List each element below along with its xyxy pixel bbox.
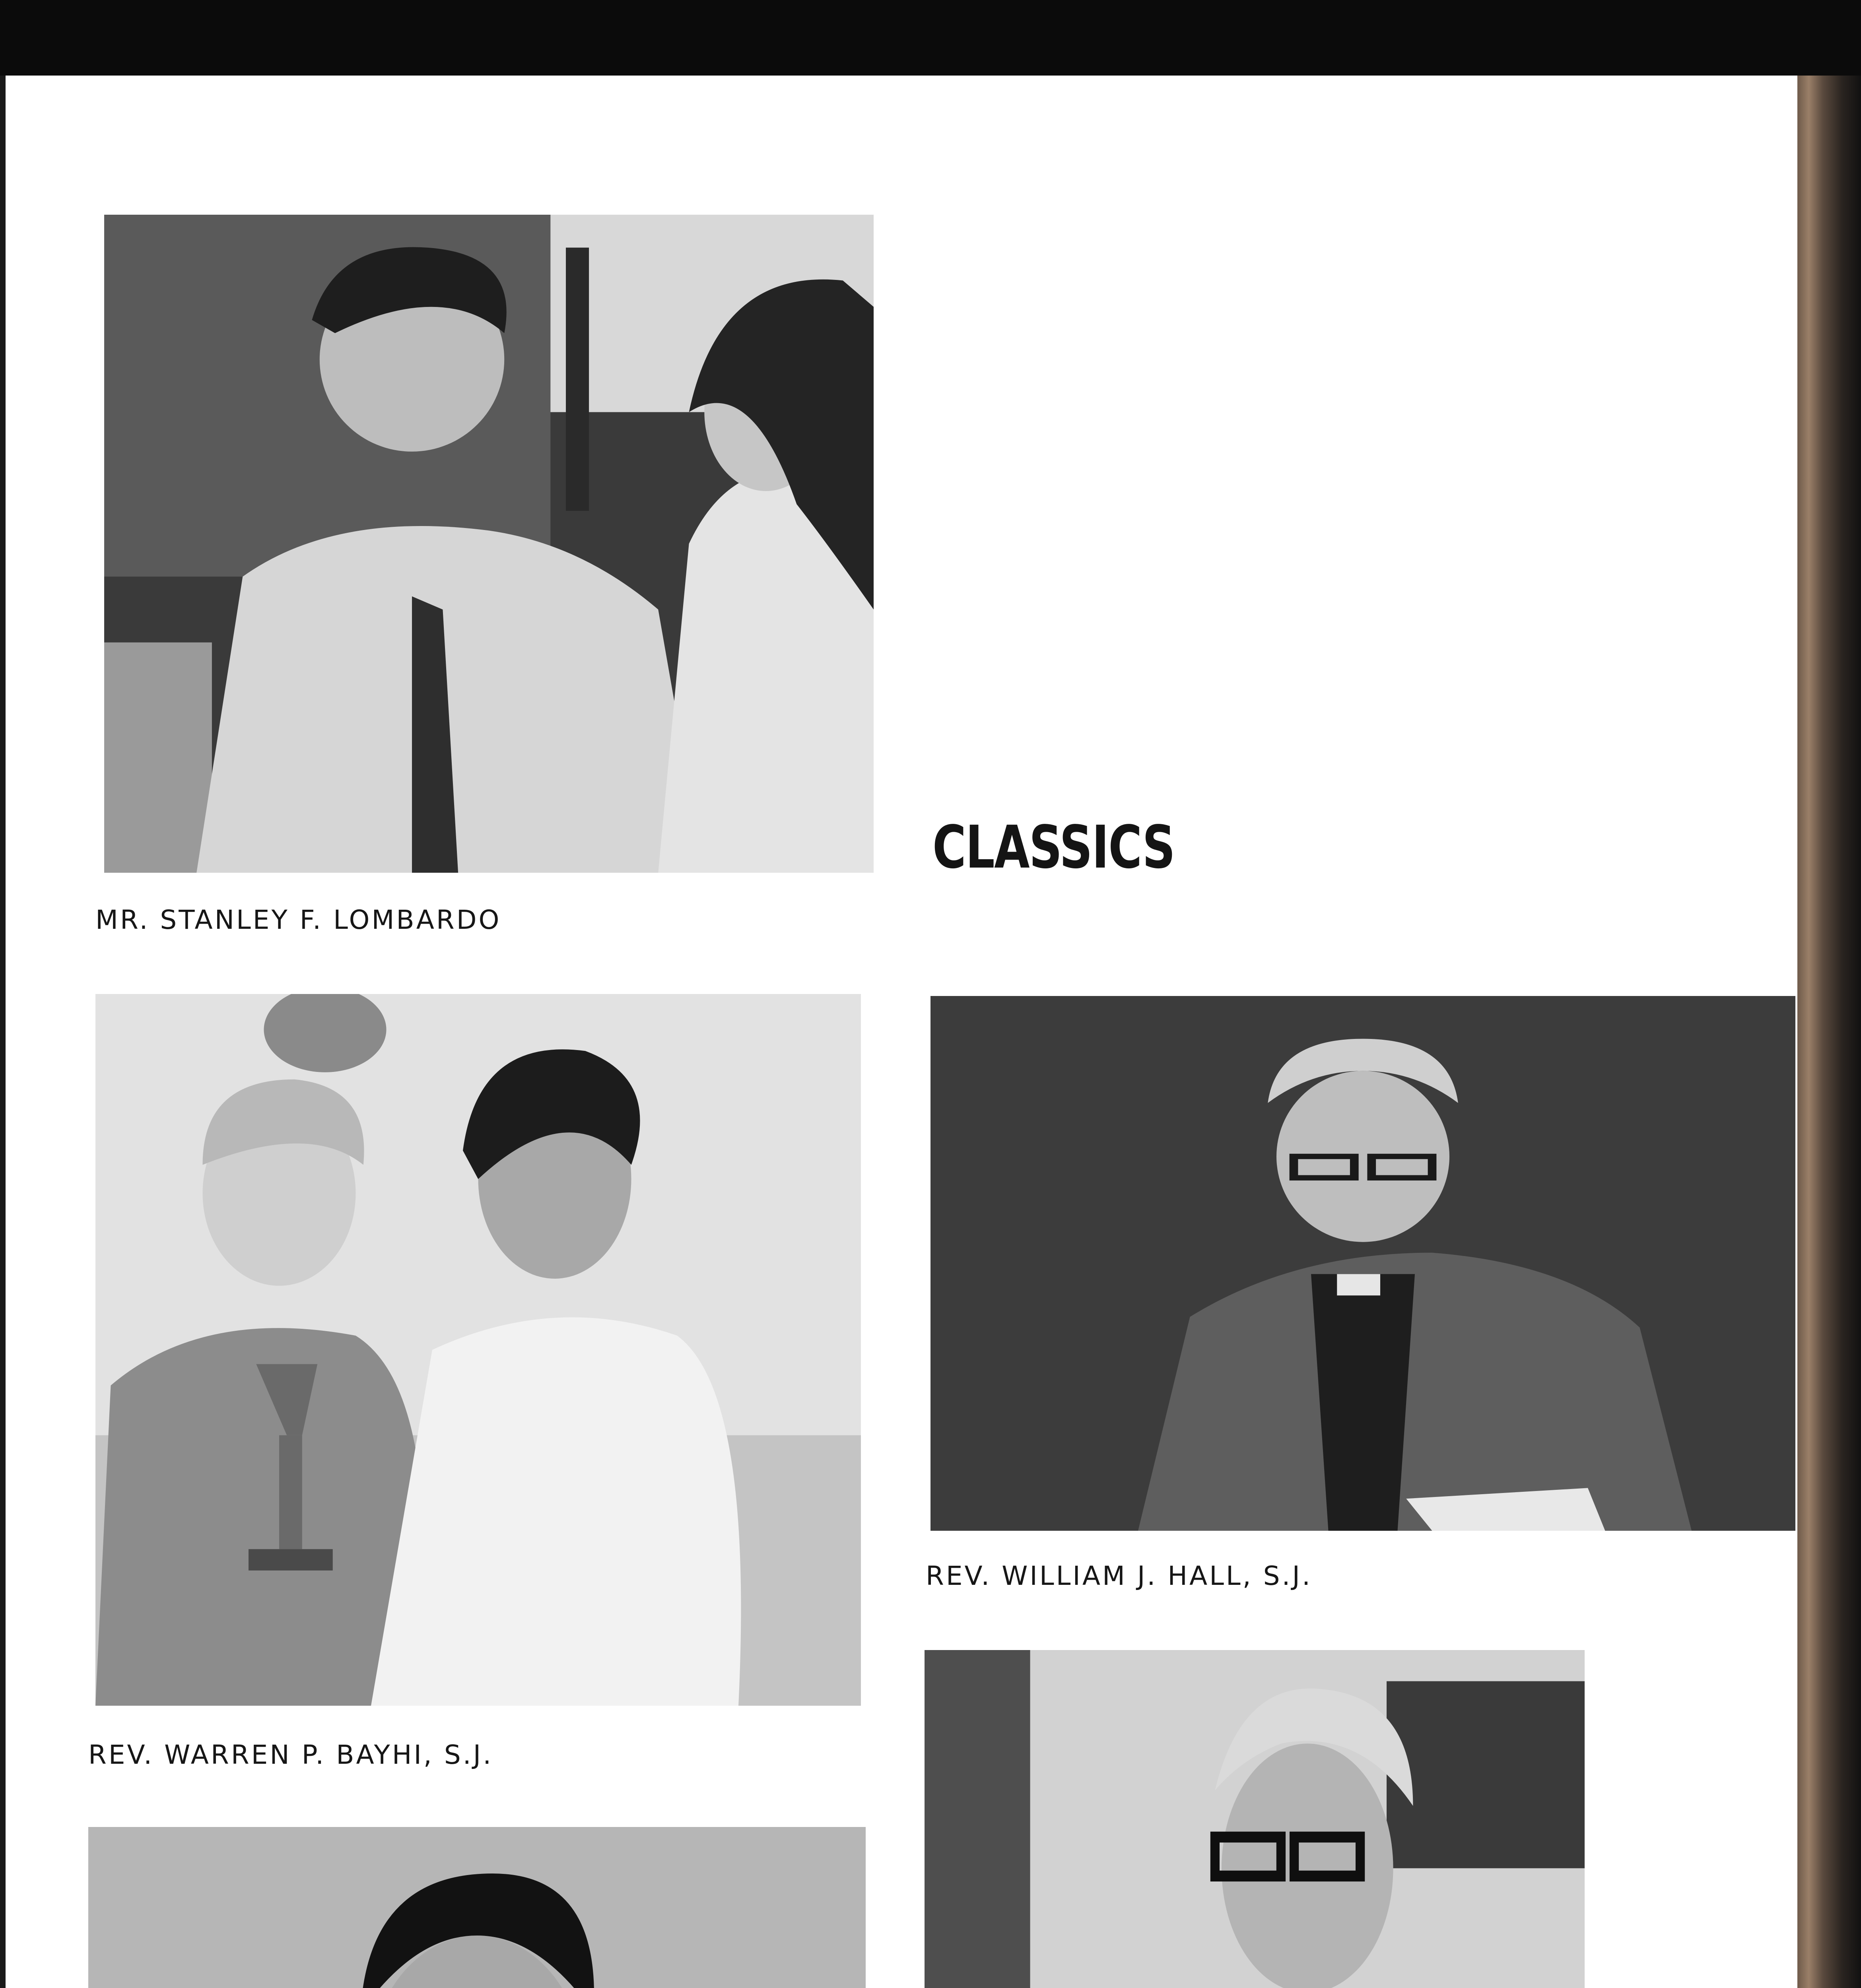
book-spine	[1797, 76, 1861, 1988]
photo-bayhi	[95, 994, 861, 1706]
photo-derussy	[925, 1650, 1585, 1988]
caption-hall: REV. WILLIAM J. HALL, S.J.	[926, 1561, 1312, 1591]
photo-hall	[930, 996, 1795, 1531]
caption-bayhi: REV. WARREN P. BAYHI, S.J.	[88, 1740, 493, 1770]
photo-lombardo	[104, 215, 874, 873]
section-heading: CLASSICS	[932, 813, 1175, 881]
photo-priest-bottom-left	[88, 1827, 866, 1988]
caption-lombardo: MR. STANLEY F. LOMBARDO	[95, 905, 501, 935]
